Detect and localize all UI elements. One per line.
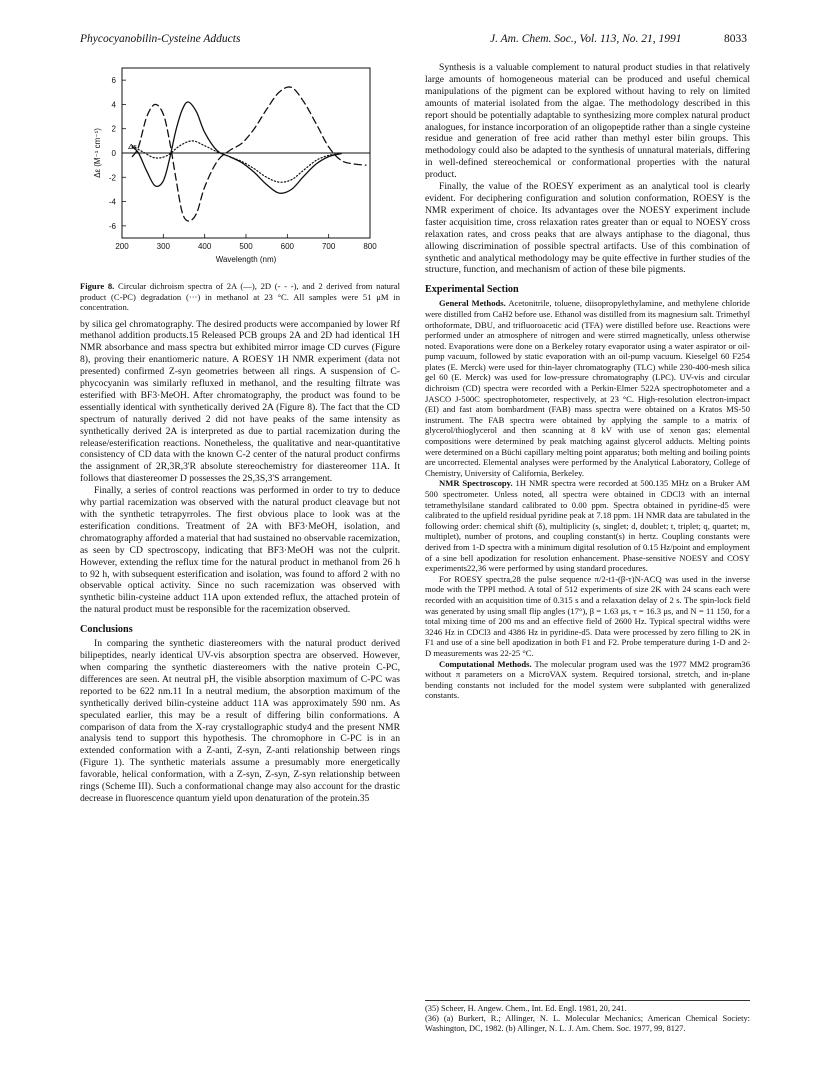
reference-36: (36) (a) Burkert, R.; Allinger, N. L. Molecular Mechanics; American Chemical Society: Washington, DC, 1982. (b) Allinger, N. L. J. Am. Chem. Soc. 1977, 99, 8127.	[425, 1014, 750, 1034]
x-axis-label: Wavelength (nm)	[215, 255, 277, 264]
y-tick-label: 2	[111, 124, 116, 134]
section-heading-conclusions: Conclusions	[80, 624, 133, 636]
nmr-paragraph	[425, 478, 750, 573]
delta-epsilon-annotation: Δε	[128, 141, 137, 151]
running-header-left: Phycocyanobilin-Cysteine Adducts	[80, 33, 241, 45]
body-paragraph: Finally, a series of control reactions was performed in order to try to deduce why partial racemization was observed with the natural product cleavage but not with the synthetic tetrapyrroles. The first obvious place to look was at the esterification conditions. Treatment of 2A with BF3·MeOH, isolation, and chromatography afforded a material that had sustained no observable racemization, as seen by CD spectroscopy, indicating that BF3·MeOH was not the culprit. However, extending the reflux time for the natural product in methanol from 26 h to 92 h, with subsequent esterification and isolation, was found to afford 2 with no observable optical activity. Since no such racemization was observed with synthetic bilin-cysteine adduct 11A upon extended reflux, the attached protein of the natural product must be responsible for the racemization observed.	[80, 485, 400, 616]
computational-heading: Computational Methods.	[439, 658, 532, 669]
figure-caption	[80, 281, 400, 313]
y-tick-label: -4	[108, 197, 116, 207]
y-tick-label: 0	[111, 149, 116, 158]
left-column	[80, 62, 400, 805]
x-tick-label: 600	[280, 242, 295, 251]
figure-caption-text: Circular dichroism spectra of 2A (—), 2D (- - -), and 2 derived from natural product (C-PC) degradation (···) in methanol at 23 °C. All samples were 51 μM in concentration.	[80, 281, 401, 312]
section-heading-experimental: Experimental Section	[425, 284, 519, 296]
references	[425, 1000, 750, 1035]
general-methods-text: Acetonitrile, toluene, diisopropylethylamine, and methylene chloride were distilled from CaH2 before use. Ethanol was distilled from its magnesium salt. Trimethyl orthoformate, DBU, and trifluoroacetic acid (TFA) were distilled before use. Reactions were performed under an atmosphere of nitrogen and were stirred magnetically, unless otherwise noted. Evaporations were done on a Berkeley rotary evaporator using a water aspirator or oil-pump vacuum, followed by static evaporation with an oil-pump vacuum. Kieselgel 60 F254 plates (E. Merck) were used for thin-layer chromatography (TLC) while 230-400-mesh silica gel 60 (E. Merck) was used for low-pressure chromatography (LPC). UV-vis and circular dichroism (CD) spectra were recorded with a Perkin-Elmer 522A spectrophotometer and a JASCO J-500C spectrophotometer, respectively, at 23 °C. High-resolution electron-impact (EI) and fast atom bombardment (FAB) mass spectra were obtained on a Kratos MS-50 instrument. The FAB spectra were obtained by applying the sample to a matrix of glycerol/thioglycerol and then scanning at 8 kV with use of xenon gas; elemental compositions were determined by peak matching against glycerol adducts. Melting points were determined on a Büchi capillary melting point apparatus; both melting and boiling points are uncorrected. Elemental analyses were performed by the Analytical Laboratory, College of Chemistry, University of California, Berkeley.	[425, 298, 750, 478]
body-paragraph: Finally, the value of the ROESY experiment as an analytical tool is clearly evident. For deciphering configuration and solution conformation, ROESY is the NMR experiment of choice. Its advantages over the NOESY experiment include faster acquisition time, cross relaxation rates greater than or equal to NOESY cross relaxation rates, and cross peaks that are always antiphase to the diagonal, thus allowing discrimination of possible spectral artifacts. Use of this combination of synthetic and analytical methodology may be quite effective in further studies of the structure, function, and mechanism of action of these bile pigments.	[425, 181, 750, 276]
x-tick-label: 500	[239, 242, 253, 251]
series-line-2d	[132, 87, 366, 221]
right-column	[425, 62, 750, 701]
running-header-right: J. Am. Chem. Soc., Vol. 113, No. 21, 1991	[490, 33, 682, 45]
x-tick-label: 700	[321, 242, 336, 251]
x-tick-label: 200	[115, 242, 129, 251]
y-axis-label: Δε (M⁻¹ cm⁻¹)	[93, 128, 102, 178]
x-tick-label: 800	[363, 242, 377, 251]
cd-spectrum-chart	[80, 62, 400, 272]
nmr-heading: NMR Spectroscopy.	[439, 478, 513, 489]
x-tick-label: 400	[197, 242, 212, 251]
general-methods-heading: General Methods.	[439, 298, 506, 309]
figure-caption-label: Figure 8.	[80, 281, 115, 291]
computational-text: The molecular program used was the 1977 MM2 program36 without π parameters on a MicroVAX system. Required torsional, stretch, and in-plane bending constants not included for the model system were subplanted with generalized constants.	[425, 658, 751, 701]
conclusions-paragraph: In comparing the synthetic diastereomers with the natural product derived bilipeptides, nearly identical UV-vis absorption spectra are observed. However, when comparing the synthetic diastereomers with the native protein C-PC, differences are seen. At neutral pH, the visible absorption maximum of C-PC was reported to be 622 nm.11 In a neutral medium, the absorption maximum of the synthetically derived bilin-cysteine adduct 11A was approximately 590 nm. As speculated earlier, this may be a result of differing bilin conformations. A comparison of data from the X-ray crystallographic study4 and the present NMR analysis tend to support this hypothesis. The chromophore in C-PC is in an extended conformation with a Z-anti, Z-syn, Z-anti relationship between rings (Figure 1). The synthetic materials assume a presumably more energetically favorable, helical conformation, with a Z-syn, Z-syn, Z-syn relationship between rings (Scheme III). Such a conformational change may also account for the drastic decrease in fluorescence quantum yield upon denaturation of the protein.35	[80, 638, 400, 804]
general-methods-paragraph	[425, 298, 750, 478]
x-tick-label: 300	[156, 242, 171, 251]
body-paragraph: Synthesis is a valuable complement to natural product studies in that relatively large amounts of homogeneous material can be produced and useful chemical manipulations of the pigment can be explored without having to rely on limited amounts of material isolated from the algae. The methodology described in this report should be potentially adaptable to synthesizing more complex natural product analogues, for instance incorporation of an oligopeptide rather than a single cysteine residue and generation of free acid rather than methyl ester bilin groups. This methodology could also be adapted to the synthesis of unnatural materials, differing in well-defined stereochemical or conformational properties with the natural product.	[425, 62, 750, 181]
body-paragraph: by silica gel chromatography. The desired products were accompanied by lower Rf methanol addition products.15 Released PCB groups 2A and 2D had identical 1H NMR absorbance and mass spectra but exhibited mirror image CD curves (Figure 8), proving their enantiomeric nature. A ROESY 1H NMR experiment (data not presented) confirmed Z-syn geometries between all rings. A suspension of C-phycocyanin was similarly refluxed in methanol, and the resulting filtrate was esterified with BF3·MeOH. After chromatography, the product was found to be essentially identical with synthetically derived 2A (Figure 8). The fact that the CD spectrum of naturally derived 2 did not have peaks of the same intensity as synthetically derived 2A is interpreted as due to partial racemization during the release/esterification reactions. Nonetheless, the qualitative and near-quantitative consistency of CD data with the known C-2 center of the natural product confirms the assignment of 2R,3R,3'R absolute stereochemistry for diastereomer 11A. It follows that diastereomer D possesses the 2S,3S,3'S arrangement.	[80, 318, 400, 485]
reference-35: (35) Scheer, H. Angew. Chem., Int. Ed. Engl. 1981, 20, 241.	[425, 1004, 627, 1013]
y-tick-label: -2	[108, 173, 116, 183]
roesy-paragraph: For ROESY spectra,28 the pulse sequence π/2-t1-(β-τ)N-ACQ was used in the inverse mode with the TPPI method. A total of 512 experiments of size 2K with 24 scans each were recorded with an acquisition time of 0.315 s and a relaxation delay of 2 s. The spin-lock field was generated by using small flip angles (17°), β = 1.63 μs, τ = 16.3 μs, and N = 11 150, for a total mixing time of 200 ms and an effective field of 2600 Hz. Typical spectral widths were 3246 Hz in CDCl3 and 4386 Hz in pyridine-d5. Data were processed by zero filling to 2K in F1 and use of a sine bell apodization in both F1 and F2. Probe temperature during 1-D and 2-D measurements was 22-25 °C.	[425, 573, 750, 658]
computational-paragraph	[425, 659, 750, 701]
y-tick-label: 6	[111, 76, 116, 86]
figure-8	[80, 62, 400, 313]
y-tick-label: 4	[111, 100, 116, 110]
nmr-text: 1H NMR spectra were recorded at 500.135 MHz on a Bruker AM 500 spectrometer. Unless noted, all spectra were obtained in CDCl3 with an internal tetramethylsilane standard calibrated to 0.00 ppm. Spectra obtained in pyridine-d5 were calibrated to the upfield residual pyridine peak at 7.18 ppm. 1H NMR data are tabulated in the following order: chemical shift (δ), multiplicity (s, singlet; d, doublet; t, triplet; q, quartet; m, multiplet), number of protons, and coupling constant(s) in hertz. Coupling constants were derived from 1-D spectra with a minimum digital resolution of 0.15 Hz/point and employment of a sine bell apodization for resolution enhancement. Phase-sensitive NOESY and COSY experiments22,36 were performed by using standard procedures.	[425, 478, 750, 574]
page-number: 8033	[724, 33, 747, 45]
y-tick-label: -6	[108, 221, 116, 231]
